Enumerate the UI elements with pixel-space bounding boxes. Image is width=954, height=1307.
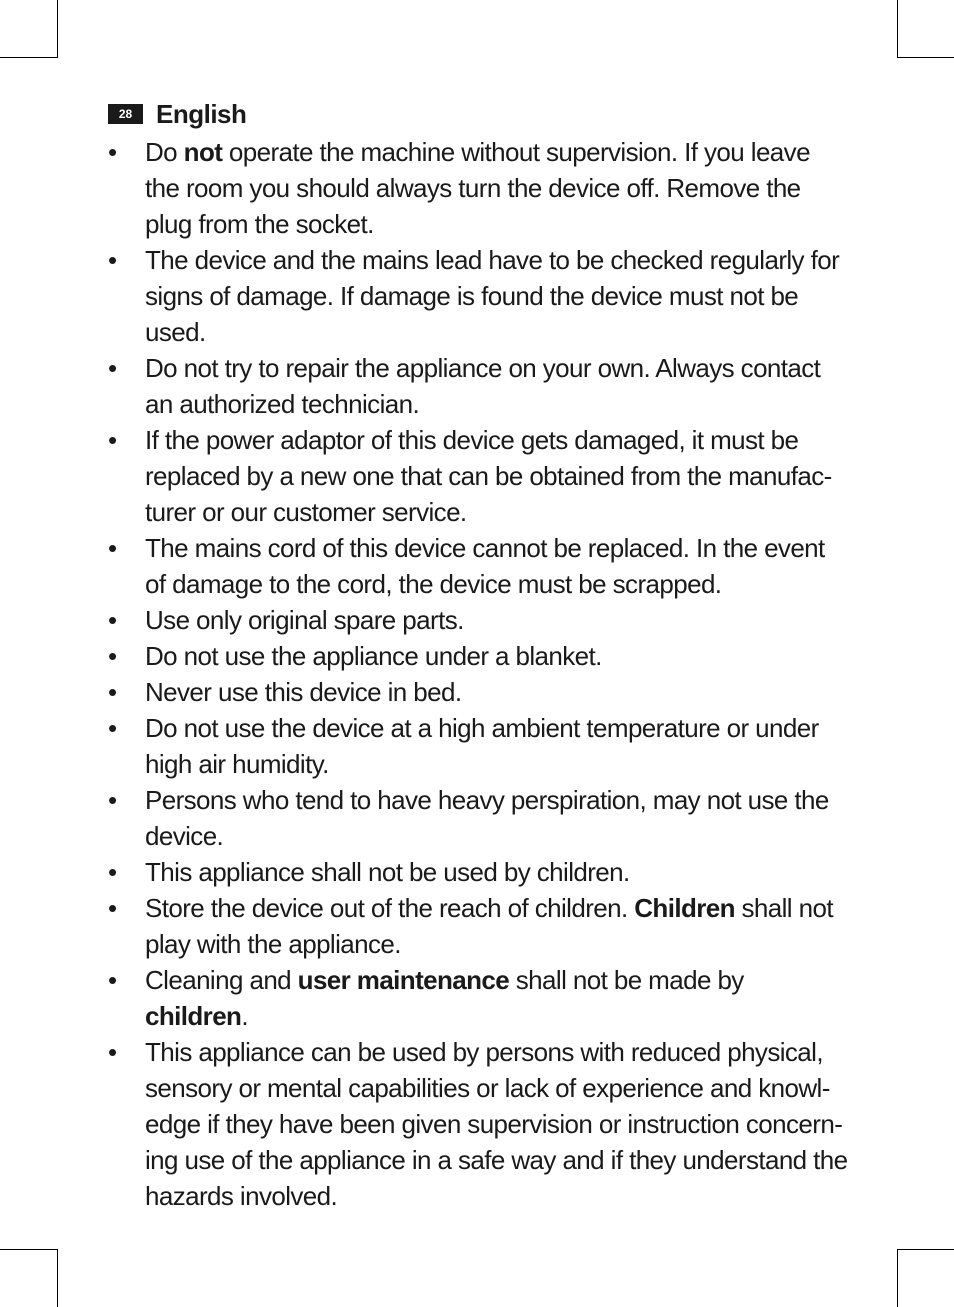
item-text: Do (145, 137, 184, 167)
crop-mark (57, 0, 58, 58)
bullet-icon: • (108, 353, 117, 383)
list-item (108, 134, 848, 242)
bullet-icon: • (108, 245, 117, 275)
bullet-icon: • (108, 605, 117, 635)
item-text: If the power adaptor of this device gets damaged, it must be replaced by a new one that can be obtained from the manufac-turer or our customer service. (145, 425, 832, 527)
crop-mark (897, 1249, 954, 1250)
list-item (108, 674, 848, 710)
crop-mark (897, 0, 898, 58)
list-item (108, 890, 848, 962)
bullet-icon: • (108, 425, 117, 455)
item-text: Store the device out of the reach of children. (145, 893, 635, 923)
crop-mark (0, 57, 58, 58)
list-item (108, 602, 848, 638)
item-text: The mains cord of this device cannot be replaced. In the event of damage to the cord, the device must be scrapped. (145, 533, 825, 599)
list-item (108, 1034, 848, 1214)
item-text: Do not use the appliance under a blanket. (145, 641, 602, 671)
list-item (108, 782, 848, 854)
emphasis-text: user maintenance (297, 965, 510, 995)
bullet-icon: • (108, 713, 117, 743)
bullet-icon: • (108, 641, 117, 671)
page-header (108, 98, 246, 130)
crop-mark (897, 1249, 898, 1307)
item-text: This appliance can be used by persons with reduced physical, sensory or mental capabilities or lack of experience and knowl-edge if they have been given supervision or instruction concern-ing use of the appliance in a safe way and if they understand the hazards involved. (145, 1037, 848, 1211)
page-number: 28 (108, 104, 143, 124)
bullet-icon: • (108, 533, 117, 563)
item-text: Never use this device in bed. (145, 677, 462, 707)
item-text: Cleaning and (145, 965, 298, 995)
safety-instructions-list (108, 134, 848, 1214)
emphasis-text: Children (634, 893, 735, 923)
item-text: shall not be made by (509, 965, 744, 995)
item-text: Use only original spare parts. (145, 605, 464, 635)
list-item (108, 854, 848, 890)
list-item (108, 350, 848, 422)
crop-mark (57, 1249, 58, 1307)
emphasis-text: not (183, 137, 223, 167)
bullet-icon: • (108, 785, 117, 815)
bullet-icon: • (108, 1037, 117, 1067)
crop-mark (0, 1249, 58, 1250)
section-language: English (156, 98, 247, 129)
list-item (108, 710, 848, 782)
list-item (108, 530, 848, 602)
bullet-icon: • (108, 893, 117, 923)
list-item (108, 638, 848, 674)
bullet-icon: • (108, 677, 117, 707)
item-text: operate the machine without supervision. If you leave the room you should always turn the device off. Remove the plug from the socket. (145, 137, 810, 239)
list-item (108, 962, 848, 1034)
item-text: shall not play with the appliance. (145, 893, 833, 959)
item-text: Do not use the device at a high ambient temperature or under high air humidity. (145, 713, 819, 779)
item-text: This appliance shall not be used by children. (145, 857, 630, 887)
bullet-icon: • (108, 857, 117, 887)
bullet-icon: • (108, 965, 117, 995)
emphasis-text: children (145, 1001, 242, 1031)
list-item (108, 242, 848, 350)
item-text: Persons who tend to have heavy perspiration, may not use the device. (145, 785, 829, 851)
bullet-icon: • (108, 137, 117, 167)
item-text: . (241, 1001, 248, 1031)
item-text: The device and the mains lead have to be checked regularly for signs of damage. If damage is found the device must not be used. (145, 245, 840, 347)
item-text: Do not try to repair the appliance on your own. Always contact an authorized technician. (145, 353, 821, 419)
crop-mark (897, 57, 954, 58)
list-item (108, 422, 848, 530)
